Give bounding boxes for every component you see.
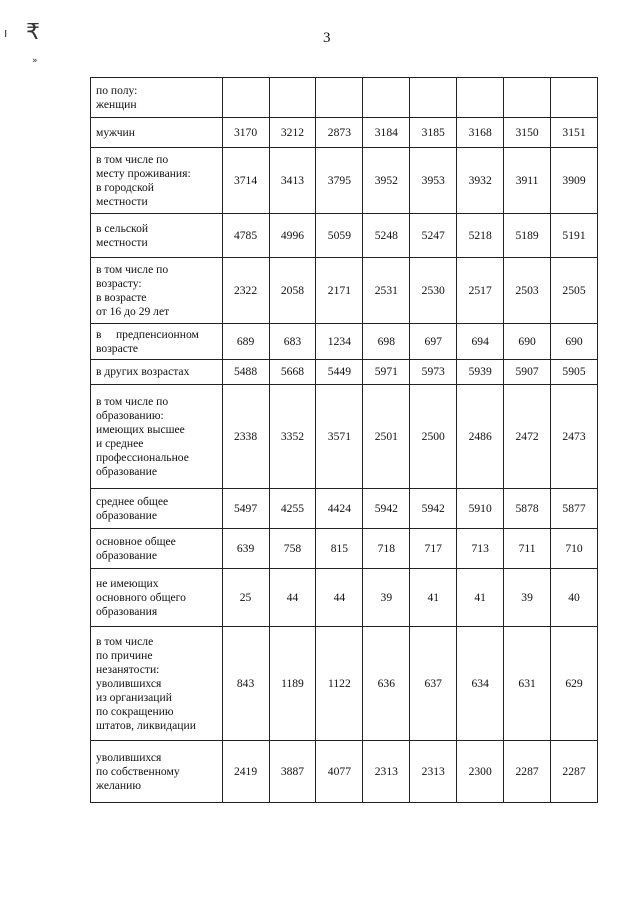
row-label-line: и среднее xyxy=(96,436,144,450)
value-cell: 39 xyxy=(363,569,410,627)
table-row xyxy=(91,258,598,324)
row-label-line: местности xyxy=(96,235,148,249)
value-cell: 4077 xyxy=(316,741,363,803)
value-cell: 5907 xyxy=(504,360,551,385)
value-cell: 5248 xyxy=(363,214,410,258)
value-cell: 4996 xyxy=(269,214,316,258)
value-cell: 5449 xyxy=(316,360,363,385)
value-cell xyxy=(269,78,316,118)
row-label-line: женщин xyxy=(96,97,137,111)
value-cell: 2322 xyxy=(222,258,269,324)
row-label-line: образование xyxy=(96,508,157,522)
table-row xyxy=(91,489,598,529)
value-cell: 3953 xyxy=(410,148,457,214)
value-cell: 40 xyxy=(551,569,598,627)
value-cell: 5878 xyxy=(504,489,551,529)
value-cell: 3795 xyxy=(316,148,363,214)
value-cell: 1189 xyxy=(269,627,316,741)
value-cell: 5488 xyxy=(222,360,269,385)
scan-mark: ı xyxy=(4,26,8,40)
value-cell: 2472 xyxy=(504,385,551,489)
value-cell: 2530 xyxy=(410,258,457,324)
value-cell: 3571 xyxy=(316,385,363,489)
row-label-line: месту проживания: xyxy=(96,166,191,180)
value-cell: 5939 xyxy=(457,360,504,385)
value-cell: 2058 xyxy=(269,258,316,324)
value-cell: 2419 xyxy=(222,741,269,803)
value-cell: 25 xyxy=(222,569,269,627)
value-cell: 683 xyxy=(269,324,316,360)
value-cell: 689 xyxy=(222,324,269,360)
value-cell: 3911 xyxy=(504,148,551,214)
row-label xyxy=(91,385,223,489)
value-cell: 631 xyxy=(504,627,551,741)
row-label-line: по причине xyxy=(96,648,153,662)
value-cell: 2501 xyxy=(363,385,410,489)
row-label xyxy=(91,258,223,324)
value-cell: 3909 xyxy=(551,148,598,214)
value-cell: 639 xyxy=(222,529,269,569)
row-label-line: в городской xyxy=(96,180,154,194)
value-cell: 2338 xyxy=(222,385,269,489)
value-cell: 2287 xyxy=(504,741,551,803)
row-label-line: образование xyxy=(96,464,157,478)
value-cell: 2473 xyxy=(551,385,598,489)
row-label-line: в том числе xyxy=(96,634,154,648)
value-cell: 5497 xyxy=(222,489,269,529)
value-cell: 5971 xyxy=(363,360,410,385)
row-label-line: уволившихся xyxy=(96,750,162,764)
table-row xyxy=(91,529,598,569)
row-label-line: образование xyxy=(96,548,157,562)
value-cell: 3413 xyxy=(269,148,316,214)
row-label xyxy=(91,148,223,214)
value-cell: 5668 xyxy=(269,360,316,385)
row-label xyxy=(91,78,223,118)
table-row xyxy=(91,569,598,627)
row-label-line: профессиональное xyxy=(96,450,189,464)
value-cell: 44 xyxy=(269,569,316,627)
value-cell: 637 xyxy=(410,627,457,741)
value-cell: 4424 xyxy=(316,489,363,529)
value-cell xyxy=(363,78,410,118)
page-number: 3 xyxy=(323,30,331,46)
value-cell: 3185 xyxy=(410,118,457,148)
row-label xyxy=(91,324,223,360)
value-cell: 3932 xyxy=(457,148,504,214)
value-cell: 2505 xyxy=(551,258,598,324)
row-label-line: не имеющих xyxy=(96,576,159,590)
value-cell: 1122 xyxy=(316,627,363,741)
scan-mark: ₹ xyxy=(26,20,40,45)
value-cell: 3952 xyxy=(363,148,410,214)
value-cell: 2300 xyxy=(457,741,504,803)
value-cell: 3352 xyxy=(269,385,316,489)
value-cell: 5218 xyxy=(457,214,504,258)
value-cell: 690 xyxy=(551,324,598,360)
row-label-line: штатов, ликвидации xyxy=(96,718,196,732)
value-cell: 2171 xyxy=(316,258,363,324)
value-cell: 2287 xyxy=(551,741,598,803)
value-cell: 2500 xyxy=(410,385,457,489)
row-label-line: имеющих высшее xyxy=(96,422,185,436)
row-label-line: возрасте xyxy=(96,341,139,355)
row-label-line: мужчин xyxy=(96,125,135,139)
value-cell: 711 xyxy=(504,529,551,569)
table-row xyxy=(91,214,598,258)
statistics-table xyxy=(90,77,598,803)
value-cell: 1234 xyxy=(316,324,363,360)
value-cell: 710 xyxy=(551,529,598,569)
value-cell: 4255 xyxy=(269,489,316,529)
row-label-line: образования xyxy=(96,604,158,618)
table-row xyxy=(91,360,598,385)
value-cell: 5942 xyxy=(410,489,457,529)
row-label-line: по полу: xyxy=(96,83,138,97)
scan-mark: » xyxy=(32,56,38,66)
row-label-line: по собственному xyxy=(96,764,180,778)
value-cell: 3168 xyxy=(457,118,504,148)
row-label xyxy=(91,569,223,627)
value-cell: 44 xyxy=(316,569,363,627)
value-cell xyxy=(457,78,504,118)
value-cell xyxy=(316,78,363,118)
row-label-line: основное общее xyxy=(96,534,176,548)
table-row xyxy=(91,385,598,489)
row-label-line: уволившихся xyxy=(96,676,162,690)
value-cell xyxy=(551,78,598,118)
row-label xyxy=(91,627,223,741)
value-cell: 5191 xyxy=(551,214,598,258)
value-cell: 2503 xyxy=(504,258,551,324)
value-cell: 698 xyxy=(363,324,410,360)
row-label-line: возрасту: xyxy=(96,276,142,290)
value-cell: 5910 xyxy=(457,489,504,529)
value-cell: 3212 xyxy=(269,118,316,148)
value-cell: 2531 xyxy=(363,258,410,324)
value-cell: 2486 xyxy=(457,385,504,489)
value-cell xyxy=(410,78,457,118)
value-cell: 2313 xyxy=(410,741,457,803)
value-cell: 3714 xyxy=(222,148,269,214)
row-label-line: из организаций xyxy=(96,690,172,704)
value-cell: 3151 xyxy=(551,118,598,148)
row-label-line: в возрасте xyxy=(96,290,147,304)
table-row xyxy=(91,741,598,803)
row-label xyxy=(91,214,223,258)
value-cell: 39 xyxy=(504,569,551,627)
value-cell: 694 xyxy=(457,324,504,360)
row-label xyxy=(91,118,223,148)
row-label xyxy=(91,529,223,569)
value-cell: 5905 xyxy=(551,360,598,385)
value-cell: 5189 xyxy=(504,214,551,258)
row-label-line: в сельской xyxy=(96,221,149,235)
value-cell: 5877 xyxy=(551,489,598,529)
row-label-line: среднее общее xyxy=(96,494,169,508)
row-label xyxy=(91,741,223,803)
value-cell: 717 xyxy=(410,529,457,569)
value-cell xyxy=(222,78,269,118)
row-label-line: в том числе по xyxy=(96,152,169,166)
table-row xyxy=(91,78,598,118)
value-cell: 629 xyxy=(551,627,598,741)
value-cell: 5059 xyxy=(316,214,363,258)
value-cell xyxy=(504,78,551,118)
value-cell: 697 xyxy=(410,324,457,360)
value-cell: 5247 xyxy=(410,214,457,258)
value-cell: 2873 xyxy=(316,118,363,148)
row-label-line: местности xyxy=(96,194,148,208)
value-cell: 636 xyxy=(363,627,410,741)
value-cell: 3184 xyxy=(363,118,410,148)
row-label-line: образованию: xyxy=(96,408,164,422)
table-row xyxy=(91,324,598,360)
value-cell: 2517 xyxy=(457,258,504,324)
value-cell: 41 xyxy=(410,569,457,627)
value-cell: 758 xyxy=(269,529,316,569)
table-row xyxy=(91,148,598,214)
row-label-line: в том числе по xyxy=(96,394,169,408)
row-label xyxy=(91,489,223,529)
value-cell: 41 xyxy=(457,569,504,627)
row-label-line: основного общего xyxy=(96,590,186,604)
row-label-line: незанятости: xyxy=(96,662,160,676)
value-cell: 2313 xyxy=(363,741,410,803)
value-cell: 3150 xyxy=(504,118,551,148)
value-cell: 634 xyxy=(457,627,504,741)
row-label-line: по сокращению xyxy=(96,704,174,718)
row-label-line: в предпенсионном xyxy=(96,327,199,341)
row-label xyxy=(91,360,223,385)
value-cell: 713 xyxy=(457,529,504,569)
row-label-line: от 16 до 29 лет xyxy=(96,304,170,318)
table-body xyxy=(91,78,598,803)
row-label-line: желанию xyxy=(96,778,142,792)
value-cell: 815 xyxy=(316,529,363,569)
value-cell: 690 xyxy=(504,324,551,360)
value-cell: 5942 xyxy=(363,489,410,529)
value-cell: 4785 xyxy=(222,214,269,258)
table-row xyxy=(91,627,598,741)
row-label-line: в том числе по xyxy=(96,262,169,276)
value-cell: 3887 xyxy=(269,741,316,803)
row-label-line: в других возрастах xyxy=(96,365,190,378)
value-cell: 3170 xyxy=(222,118,269,148)
value-cell: 718 xyxy=(363,529,410,569)
value-cell: 5973 xyxy=(410,360,457,385)
value-cell: 843 xyxy=(222,627,269,741)
table-row xyxy=(91,118,598,148)
